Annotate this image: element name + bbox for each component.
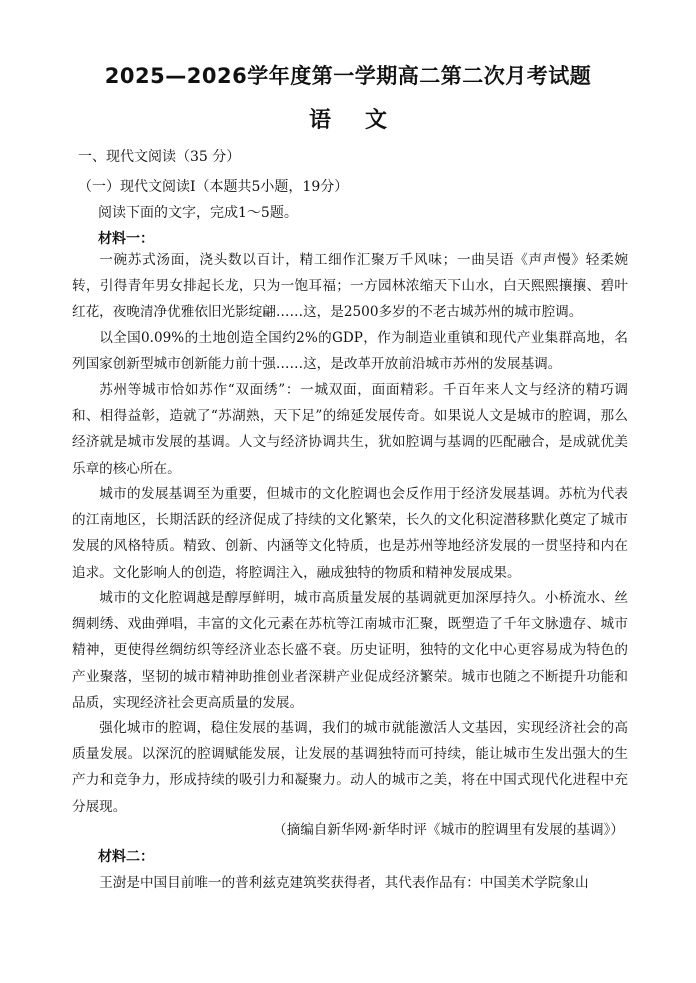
subject-title: 语文: [308, 107, 421, 133]
material-two-label: 材料二：: [98, 849, 154, 865]
material-one-label: 材料一：: [98, 231, 154, 247]
exam-title: 2025—2026学年度第一学期高二第二次月考试题: [104, 64, 592, 88]
section-heading: 一、现代文阅读（35 分）: [78, 149, 241, 165]
material-one-paragraph: 城市的文化腔调越是醇厚鲜明，城市高质量发展的基调就更加深厚持久。小桥流水、丝绸刺绣、戏曲弹唱，丰富的文化元素在苏杭等江南城市汇聚，既塑造了千年文脉遗存、城市精神，更使得丝绸纺织等经济业态长盛不衰。历史证明，独特的文化中心更容易成为特色的产业聚落，坚韧的城市精神助推创业者深耕产业促成经济繁荣。城市也随之不断提升功能和品质，实现经济社会更高质量的发展。: [72, 590, 628, 711]
material-one-paragraph: 强化城市的腔调，稳住发展的基调，我们的城市就能激活人文基因，实现经济社会的高质量发展。以深沉的腔调赋能发展，让发展的基调独特而可持续，能让城市生发出强大的生产力和竞争力，形成持续的吸引力和凝聚力。动人的城市之美，将在中国式现代化进程中充分展现。: [72, 720, 628, 815]
material-one-source: （摘编自新华网·新华时评《城市的腔调里有发展的基调》）: [273, 822, 624, 838]
material-one-paragraph: 苏州等城市恰如苏作“双面绣”：一城双面，面面精彩。千百年来人文与经济的精巧调和、相得益彰，造就了“苏湖熟，天下足”的绵延发展传奇。如果说人文是城市的腔调，那么经济就是城市发展的基调。人文与经济协调共生，犹如腔调与基调的匹配融合，是成就优美乐章的核心所在。: [72, 382, 628, 477]
sub-section-heading: （一）现代文阅读Ⅰ（本题共5小题，19分）: [78, 179, 349, 195]
reading-instruction: 阅读下面的文字，完成1～5题。: [98, 205, 298, 221]
material-one-paragraph: 城市的发展基调至为重要，但城市的文化腔调也会反作用于经济发展基调。苏杭为代表的江南地区，长期活跃的经济促成了持续的文化繁荣，长久的文化积淀潜移默化奠定了城市发展的风格特质。精致、创新、内涵等文化特质，也是苏州等地经济发展的一贯坚持和内在追求。文化影响人的创造，将腔调注入，融成独特的物质和精神发展成果。: [72, 486, 628, 581]
material-one-paragraph: 一碗苏式汤面，浇头数以百计，精工细作汇聚万千风味；一曲吴语《声声慢》轻柔婉转，引得青年男女排起长龙，只为一饱耳福；一方园林浓缩天下山水，白天熙熙攘攘、碧叶红花，夜晚清净优雅依旧光影绽翩……这，是2500多岁的不老古城苏州的城市腔调。: [72, 252, 628, 321]
material-two-paragraph: 王澍是中国目前唯一的普利兹克建筑奖获得者，其代表作品有：中国美术学院象山: [99, 875, 589, 891]
material-one-paragraph: 以全国0.09%的土地创造全国约2%的GDP，作为制造业重镇和现代产业集群高地，名列国家创新型城市创新能力前十强……这，是改革开放前沿城市苏州的发展基调。: [72, 330, 628, 373]
